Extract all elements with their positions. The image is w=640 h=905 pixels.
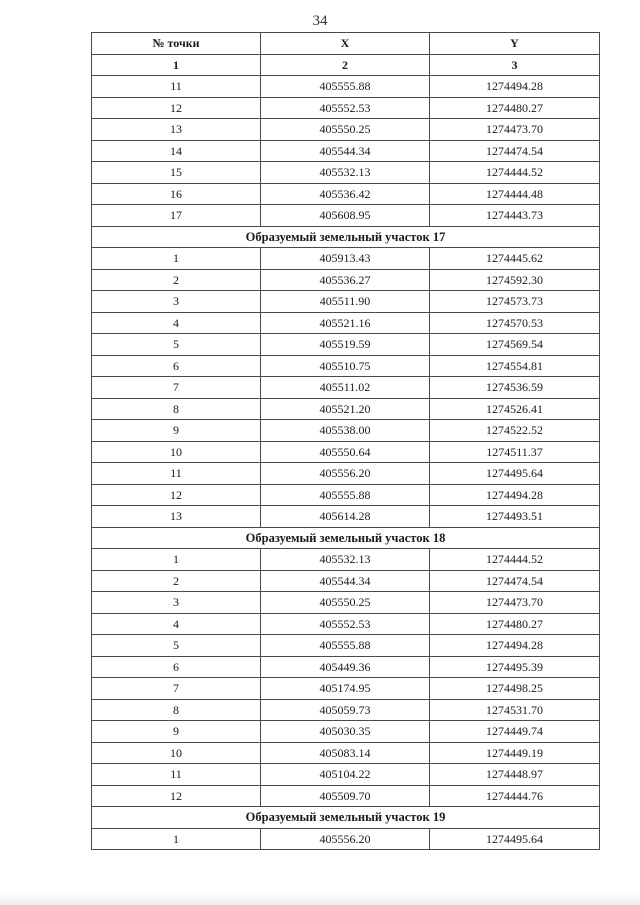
header-point-number: № точки [92,33,261,55]
table-row [92,97,600,119]
section-title: Образуемый земельный участок 17 [92,226,600,248]
point-number-cell: 4 [92,613,261,635]
x-coordinate-cell: 405556.20 [261,828,430,850]
y-coordinate-cell: 1274573.73 [430,291,600,313]
table-body [92,76,600,850]
y-coordinate-cell: 1274473.70 [430,119,600,141]
table-row [92,269,600,291]
table-row [92,140,600,162]
section-row [92,527,600,549]
point-number-cell: 15 [92,162,261,184]
point-number-cell: 8 [92,699,261,721]
y-coordinate-cell: 1274526.41 [430,398,600,420]
point-number-cell: 11 [92,463,261,485]
y-coordinate-cell: 1274592.30 [430,269,600,291]
x-coordinate-cell: 405552.53 [261,97,430,119]
y-coordinate-cell: 1274444.52 [430,162,600,184]
table-row [92,549,600,571]
y-coordinate-cell: 1274569.54 [430,334,600,356]
y-coordinate-cell: 1274511.37 [430,441,600,463]
header-y: Y [430,33,600,55]
x-coordinate-cell: 405536.42 [261,183,430,205]
x-coordinate-cell: 405521.16 [261,312,430,334]
table-row [92,742,600,764]
x-coordinate-cell: 405556.20 [261,463,430,485]
point-number-cell: 1 [92,549,261,571]
scan-edge-shadow [0,893,640,905]
point-number-cell: 6 [92,656,261,678]
x-coordinate-cell: 405511.90 [261,291,430,313]
point-number-cell: 12 [92,785,261,807]
table-row [92,678,600,700]
y-coordinate-cell: 1274494.28 [430,76,600,98]
x-coordinate-cell: 405083.14 [261,742,430,764]
y-coordinate-cell: 1274474.54 [430,570,600,592]
x-coordinate-cell: 405608.95 [261,205,430,227]
point-number-cell: 5 [92,635,261,657]
column-index-cell: 3 [430,54,600,76]
table-row [92,463,600,485]
table-row [92,76,600,98]
x-coordinate-cell: 405555.88 [261,635,430,657]
column-index-cell: 1 [92,54,261,76]
point-number-cell: 2 [92,269,261,291]
column-index-cell: 2 [261,54,430,76]
y-coordinate-cell: 1274445.62 [430,248,600,270]
table-row [92,570,600,592]
x-coordinate-cell: 405614.28 [261,506,430,528]
y-coordinate-cell: 1274480.27 [430,613,600,635]
section-row [92,807,600,829]
x-coordinate-cell: 405104.22 [261,764,430,786]
x-coordinate-cell: 405509.70 [261,785,430,807]
point-number-cell: 1 [92,828,261,850]
point-number-cell: 14 [92,140,261,162]
point-number-cell: 3 [92,592,261,614]
table-row [92,613,600,635]
x-coordinate-cell: 405552.53 [261,613,430,635]
y-coordinate-cell: 1274522.52 [430,420,600,442]
x-coordinate-cell: 405521.20 [261,398,430,420]
x-coordinate-cell: 405544.34 [261,140,430,162]
y-coordinate-cell: 1274449.74 [430,721,600,743]
y-coordinate-cell: 1274449.19 [430,742,600,764]
table-row [92,764,600,786]
table-row [92,312,600,334]
table-row [92,484,600,506]
table-row [92,592,600,614]
y-coordinate-cell: 1274444.76 [430,785,600,807]
y-coordinate-cell: 1274473.70 [430,592,600,614]
y-coordinate-cell: 1274554.81 [430,355,600,377]
table-row [92,162,600,184]
y-coordinate-cell: 1274448.97 [430,764,600,786]
x-coordinate-cell: 405174.95 [261,678,430,700]
table-row [92,699,600,721]
point-number-cell: 13 [92,506,261,528]
section-row [92,226,600,248]
point-number-cell: 11 [92,76,261,98]
point-number-cell: 16 [92,183,261,205]
table-row [92,183,600,205]
point-number-cell: 12 [92,97,261,119]
column-index-row [92,54,600,76]
y-coordinate-cell: 1274494.28 [430,635,600,657]
x-coordinate-cell: 405030.35 [261,721,430,743]
x-coordinate-cell: 405550.25 [261,119,430,141]
point-number-cell: 9 [92,420,261,442]
y-coordinate-cell: 1274480.27 [430,97,600,119]
y-coordinate-cell: 1274536.59 [430,377,600,399]
page-number: 34 [312,13,328,29]
point-number-cell: 7 [92,678,261,700]
table-row [92,334,600,356]
y-coordinate-cell: 1274444.52 [430,549,600,571]
x-coordinate-cell: 405544.34 [261,570,430,592]
table-row [92,377,600,399]
y-coordinate-cell: 1274531.70 [430,699,600,721]
x-coordinate-cell: 405555.88 [261,484,430,506]
x-coordinate-cell: 405532.13 [261,162,430,184]
table-row [92,635,600,657]
point-number-cell: 3 [92,291,261,313]
x-coordinate-cell: 405532.13 [261,549,430,571]
y-coordinate-cell: 1274443.73 [430,205,600,227]
table-row [92,248,600,270]
point-number-cell: 13 [92,119,261,141]
table-row [92,721,600,743]
y-coordinate-cell: 1274444.48 [430,183,600,205]
x-coordinate-cell: 405538.00 [261,420,430,442]
y-coordinate-cell: 1274498.25 [430,678,600,700]
point-number-cell: 7 [92,377,261,399]
x-coordinate-cell: 405511.02 [261,377,430,399]
y-coordinate-cell: 1274570.53 [430,312,600,334]
table-row [92,441,600,463]
table-row [92,291,600,313]
table-row [92,828,600,850]
table-row [92,506,600,528]
point-number-cell: 8 [92,398,261,420]
table-header [92,33,600,76]
table-row [92,656,600,678]
table-row [92,420,600,442]
point-number-cell: 5 [92,334,261,356]
table-row [92,205,600,227]
x-coordinate-cell: 405550.64 [261,441,430,463]
x-coordinate-cell: 405555.88 [261,76,430,98]
y-coordinate-cell: 1274474.54 [430,140,600,162]
header-row [92,33,600,55]
point-number-cell: 10 [92,441,261,463]
x-coordinate-cell: 405519.59 [261,334,430,356]
section-title: Образуемый земельный участок 18 [92,527,600,549]
header-x: X [261,33,430,55]
table-row [92,355,600,377]
point-number-cell: 10 [92,742,261,764]
point-number-cell: 12 [92,484,261,506]
x-coordinate-cell: 405449.36 [261,656,430,678]
point-number-cell: 1 [92,248,261,270]
table-row [92,785,600,807]
point-number-cell: 2 [92,570,261,592]
x-coordinate-cell: 405913.43 [261,248,430,270]
x-coordinate-cell: 405510.75 [261,355,430,377]
x-coordinate-cell: 405536.27 [261,269,430,291]
table-row [92,119,600,141]
y-coordinate-cell: 1274495.64 [430,828,600,850]
y-coordinate-cell: 1274495.39 [430,656,600,678]
y-coordinate-cell: 1274493.51 [430,506,600,528]
y-coordinate-cell: 1274495.64 [430,463,600,485]
point-number-cell: 11 [92,764,261,786]
point-number-cell: 17 [92,205,261,227]
point-number-cell: 6 [92,355,261,377]
coordinates-table [91,32,600,850]
x-coordinate-cell: 405550.25 [261,592,430,614]
x-coordinate-cell: 405059.73 [261,699,430,721]
y-coordinate-cell: 1274494.28 [430,484,600,506]
section-title: Образуемый земельный участок 19 [92,807,600,829]
point-number-cell: 4 [92,312,261,334]
table-row [92,398,600,420]
point-number-cell: 9 [92,721,261,743]
